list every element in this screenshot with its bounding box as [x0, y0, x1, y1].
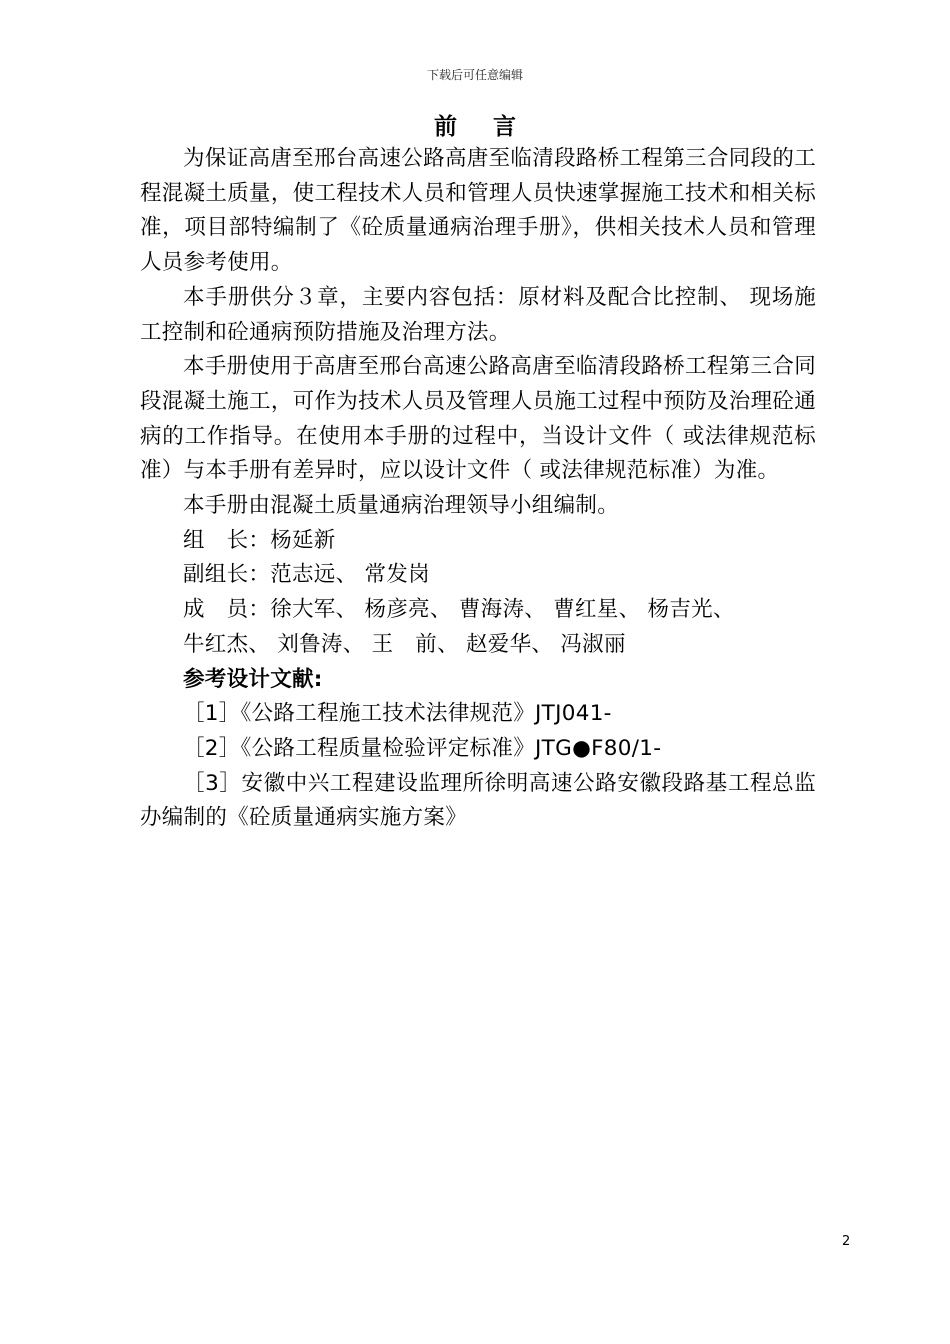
paragraph-scope: 本手册使用于高唐至邢台高速公路高唐至临清段路桥工程第三合同段混凝土施工，可作为技术人员及管理人员施工过程中预防及治理砼通病的工作指导。在使用本手册的过程中，当设计文件（ 或法律规范标准）与本手册有差异时，应以设计文件（ 或法律规范标准）为准。 — [140, 354, 816, 484]
page-number: 2 — [842, 1234, 851, 1249]
group-leader: 组 长：杨延新 — [183, 527, 336, 553]
group-deputy: 副组长：范志远、 常发岗 — [183, 562, 430, 588]
group-members-line2: 牛红杰、 刘鲁涛、 王 前、 赵爱华、 冯淑丽 — [183, 631, 626, 657]
reference-item-2: ［2］《公路工程质量检验评定标准》JTG●F80/1- — [183, 735, 662, 761]
page-title: 前言 — [434, 114, 552, 140]
paragraph-editors: 本手册由混凝土质量通病治理领导小组编制。 — [183, 493, 620, 519]
document-body — [140, 142, 816, 836]
references-heading: 参考设计文献: — [183, 666, 323, 692]
group-members-line1: 成 员：徐大军、 杨彦亮、 曹海涛、 曹红星、 杨吉光、 — [183, 597, 735, 623]
paragraph-contents: 本手册供分３章，主要内容包括：原材料及配合比控制、 现场施工控制和砼通病预防措施及治理方法。 — [140, 284, 816, 345]
paragraph-purpose: 为保证高唐至邢台高速公路高唐至临清段路桥工程第三合同段的工程混凝土质量，使工程技术人员和管理人员快速掌握施工技术和相关标准，项目部特编制了《砼质量通病治理手册》，供相关技术人员和管理人员参考使用。 — [140, 146, 816, 276]
reference-item-1: ［1］《公路工程施工技术法律规范》JTJ041- — [183, 701, 612, 727]
reference-item-3: ［3］安徽中兴工程建设监理所徐明高速公路安徽段路基工程总监办编制的《砼质量通病实施方案》 — [140, 770, 816, 831]
page-header: 下载后可任意编辑 — [426, 68, 523, 82]
